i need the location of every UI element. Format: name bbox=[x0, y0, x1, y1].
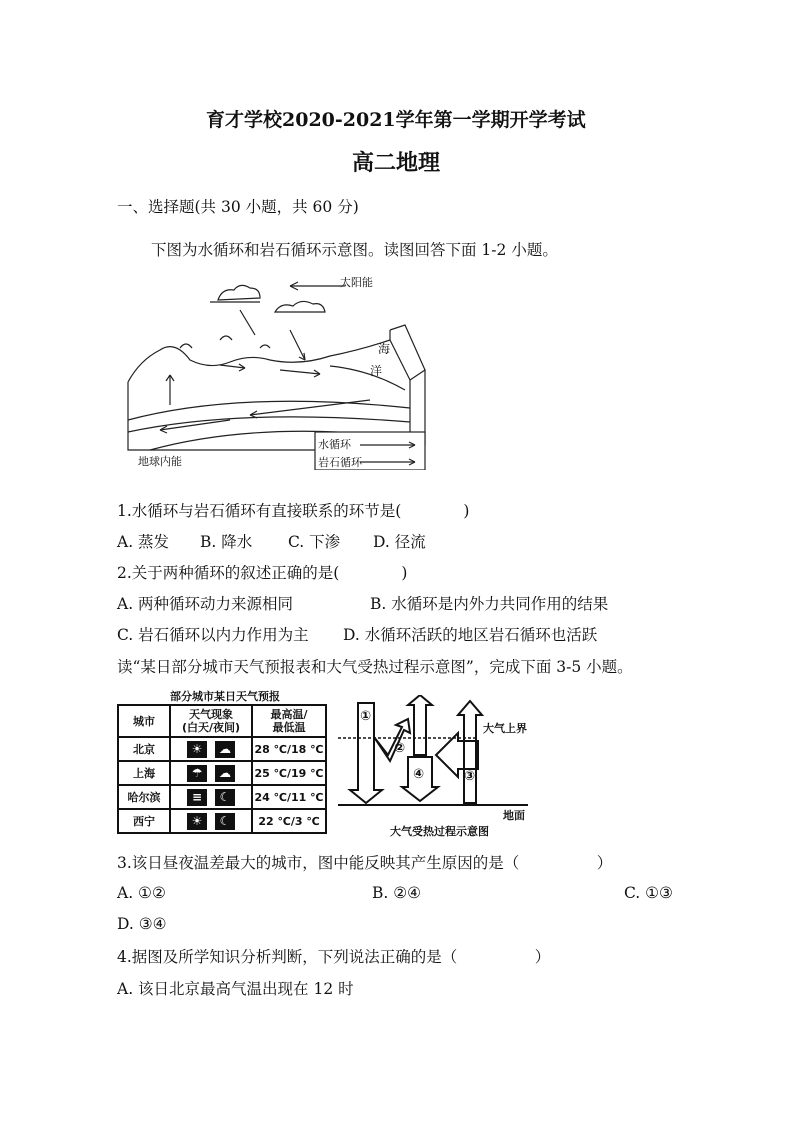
q3-option-d: D. ③④ bbox=[117, 915, 167, 933]
q3-stem: 3.该日昼夜温差最大的城市，图中能反映其产生原因的是（ ） bbox=[117, 854, 613, 872]
ground-label: 地面 bbox=[503, 809, 525, 822]
section-heading: 一、选择题(共 30 小题，共 60 分) bbox=[117, 198, 359, 216]
exam-subtitle: 高二地理 bbox=[352, 150, 441, 176]
weather-table bbox=[117, 704, 327, 834]
ocean-label-2: 洋 bbox=[370, 364, 383, 378]
table-row bbox=[118, 737, 326, 761]
q4-option-a: A. 该日北京最高气温出现在 12 时 bbox=[117, 980, 354, 998]
city-cell: 西宁 bbox=[118, 809, 170, 833]
upper-atmosphere-label: 大气上界 bbox=[483, 722, 527, 735]
city-cell: 哈尔滨 bbox=[118, 785, 170, 809]
fog-icon: ≡ bbox=[187, 789, 207, 806]
moon-icon: ☾ bbox=[215, 789, 235, 806]
q1-option-b: B. 降水 bbox=[200, 533, 253, 551]
marker-2: ② bbox=[394, 741, 406, 756]
cloud-icon: ☁ bbox=[215, 765, 235, 782]
city-cell: 北京 bbox=[118, 737, 170, 761]
q1-stem: 1.水循环与岩石循环有直接联系的环节是( ) bbox=[117, 502, 470, 520]
q2-option-b: B. 水循环是内外力共同作用的结果 bbox=[370, 595, 609, 613]
cloud-icon: ☁ bbox=[215, 741, 235, 758]
section-intro: 下图为水循环和岩石循环示意图。读图回答下面 1-2 小题。 bbox=[151, 241, 558, 259]
table-row bbox=[118, 761, 326, 785]
q2-option-c: C. 岩石循环以内力作用为主 bbox=[117, 626, 309, 644]
q3-option-b: B. ②④ bbox=[372, 884, 422, 902]
q1-option-a: A. 蒸发 bbox=[117, 533, 170, 551]
q2-stem: 2.关于两种循环的叙述正确的是( ) bbox=[117, 564, 408, 582]
marker-3: ③ bbox=[464, 769, 476, 784]
legend-water-cycle: 水循环 bbox=[318, 438, 351, 451]
header-temp: 最高温/ 最低温 bbox=[252, 705, 326, 737]
legend-rock-cycle: 岩石循环 bbox=[318, 456, 362, 469]
heating-diagram-caption: 大气受热过程示意图 bbox=[390, 825, 489, 838]
marker-4: ④ bbox=[413, 767, 425, 782]
city-cell: 上海 bbox=[118, 761, 170, 785]
atmosphere-heating-diagram bbox=[338, 695, 528, 840]
q2-option-a: A. 两种循环动力来源相同 bbox=[117, 595, 294, 613]
table-row bbox=[118, 785, 326, 809]
earth-inner-energy-label: 地球内能 bbox=[138, 455, 182, 468]
moon-icon: ☾ bbox=[215, 813, 235, 830]
sun-icon: ☀ bbox=[187, 741, 207, 758]
table-row bbox=[118, 809, 326, 833]
q1-option-c: C. 下渗 bbox=[288, 533, 341, 551]
q3-option-c: C. ①③ bbox=[624, 884, 673, 902]
solar-energy-label: 太阳能 bbox=[340, 276, 373, 289]
sun-icon: ☀ bbox=[187, 813, 207, 830]
q3-option-a: A. ①② bbox=[117, 884, 166, 902]
temp-cell: 22 ℃/3 ℃ bbox=[252, 809, 326, 833]
q1-option-d: D. 径流 bbox=[373, 533, 426, 551]
marker-1: ① bbox=[360, 709, 372, 724]
q4-stem: 4.据图及所学知识分析判断，下列说法正确的是（ ） bbox=[117, 948, 551, 966]
temp-cell: 24 ℃/11 ℃ bbox=[252, 785, 326, 809]
header-weather: 天气现象 (白天/夜间) bbox=[170, 705, 252, 737]
temp-cell: 28 ℃/18 ℃ bbox=[252, 737, 326, 761]
temp-cell: 25 ℃/19 ℃ bbox=[252, 761, 326, 785]
header-city: 城市 bbox=[118, 705, 170, 737]
rain-icon: ☂ bbox=[187, 765, 207, 782]
ocean-label-1: 海 bbox=[378, 342, 391, 356]
intro-q3-5: 读“某日部分城市天气预报表和大气受热过程示意图”，完成下面 3-5 小题。 bbox=[117, 658, 633, 676]
weather-table-caption: 部分城市某日天气预报 bbox=[170, 690, 280, 703]
water-rock-cycle-diagram bbox=[120, 270, 440, 470]
exam-title: 育才学校2020-2021学年第一学期开学考试 bbox=[206, 109, 586, 131]
q2-option-d: D. 水循环活跃的地区岩石循环也活跃 bbox=[343, 626, 598, 644]
